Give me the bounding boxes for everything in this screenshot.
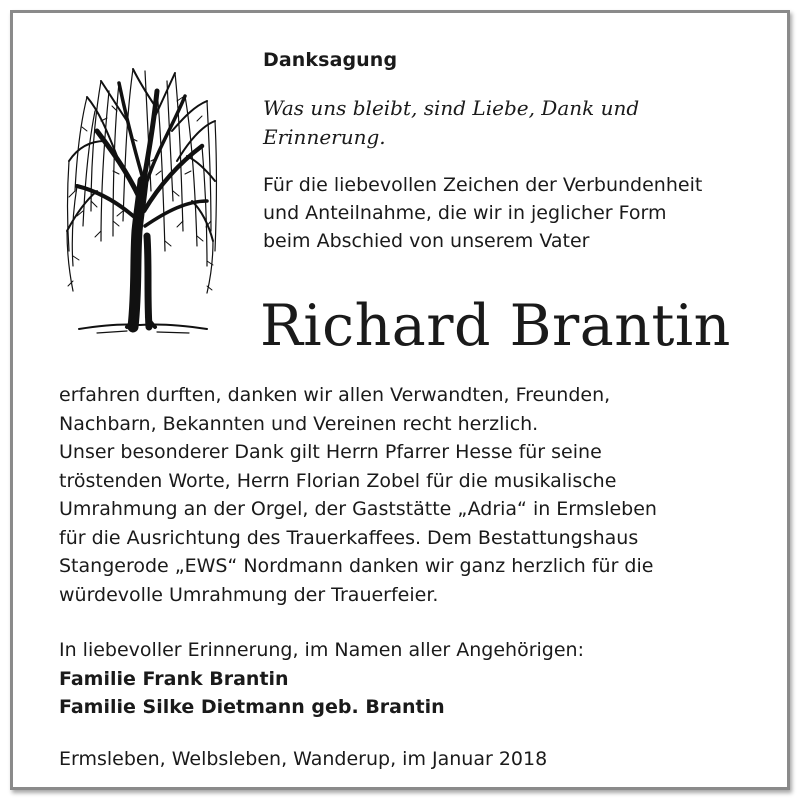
body-line: Unser besonderer Dank gilt Herrn Pfarrer Hesse für seine xyxy=(59,441,602,463)
notice-frame xyxy=(10,10,790,790)
intro-line: und Anteilnahme, die wir in jeglicher Form xyxy=(263,202,667,224)
body-line: würdevolle Umrahmung der Trauerfeier. xyxy=(59,583,439,606)
body-line: Nachbarn, Bekannten und Vereinen recht herzlich. xyxy=(59,412,539,435)
closing-block xyxy=(59,636,779,722)
family-signature: Familie Silke Dietmann geb. Brantin xyxy=(59,696,445,718)
deceased-name: Richard Brantin xyxy=(260,293,731,359)
place-and-date: Ermsleben, Welbsleben, Wanderup, im Januar 2018 xyxy=(59,748,548,770)
motto-line: Was uns bleibt, sind Liebe, Dank und xyxy=(263,96,640,120)
intro-line: Für die liebevollen Zeichen der Verbundenheit xyxy=(263,174,703,196)
body-line: Umrahmung an der Orgel, der Gaststätte „Adria“ in Ermsleben xyxy=(59,498,657,520)
body-line: erfahren durften, danken wir allen Verwandten, Freunden, xyxy=(59,384,611,406)
notice-heading: Danksagung xyxy=(263,49,398,71)
intro-text xyxy=(263,171,783,255)
body-line: tröstenden Worte, Herrn Florian Zobel für die musikalische xyxy=(59,469,617,492)
willow-tree-icon xyxy=(57,61,223,337)
body-line: für die Ausrichtung des Trauerkaffees. Dem Bestattungshaus xyxy=(59,526,639,549)
intro-line: beim Abschied von unserem Vater xyxy=(263,230,590,252)
closing-line: In liebevoller Erinnerung, im Namen aller Angehörigen: xyxy=(59,639,584,661)
motto-quote xyxy=(263,94,733,152)
thanks-body xyxy=(59,381,779,609)
body-line: Stangerode „EWS“ Nordmann danken wir ganz herzlich für die xyxy=(59,555,654,577)
family-signature: Familie Frank Brantin xyxy=(59,667,289,690)
motto-line: Erinnerung. xyxy=(263,125,386,149)
